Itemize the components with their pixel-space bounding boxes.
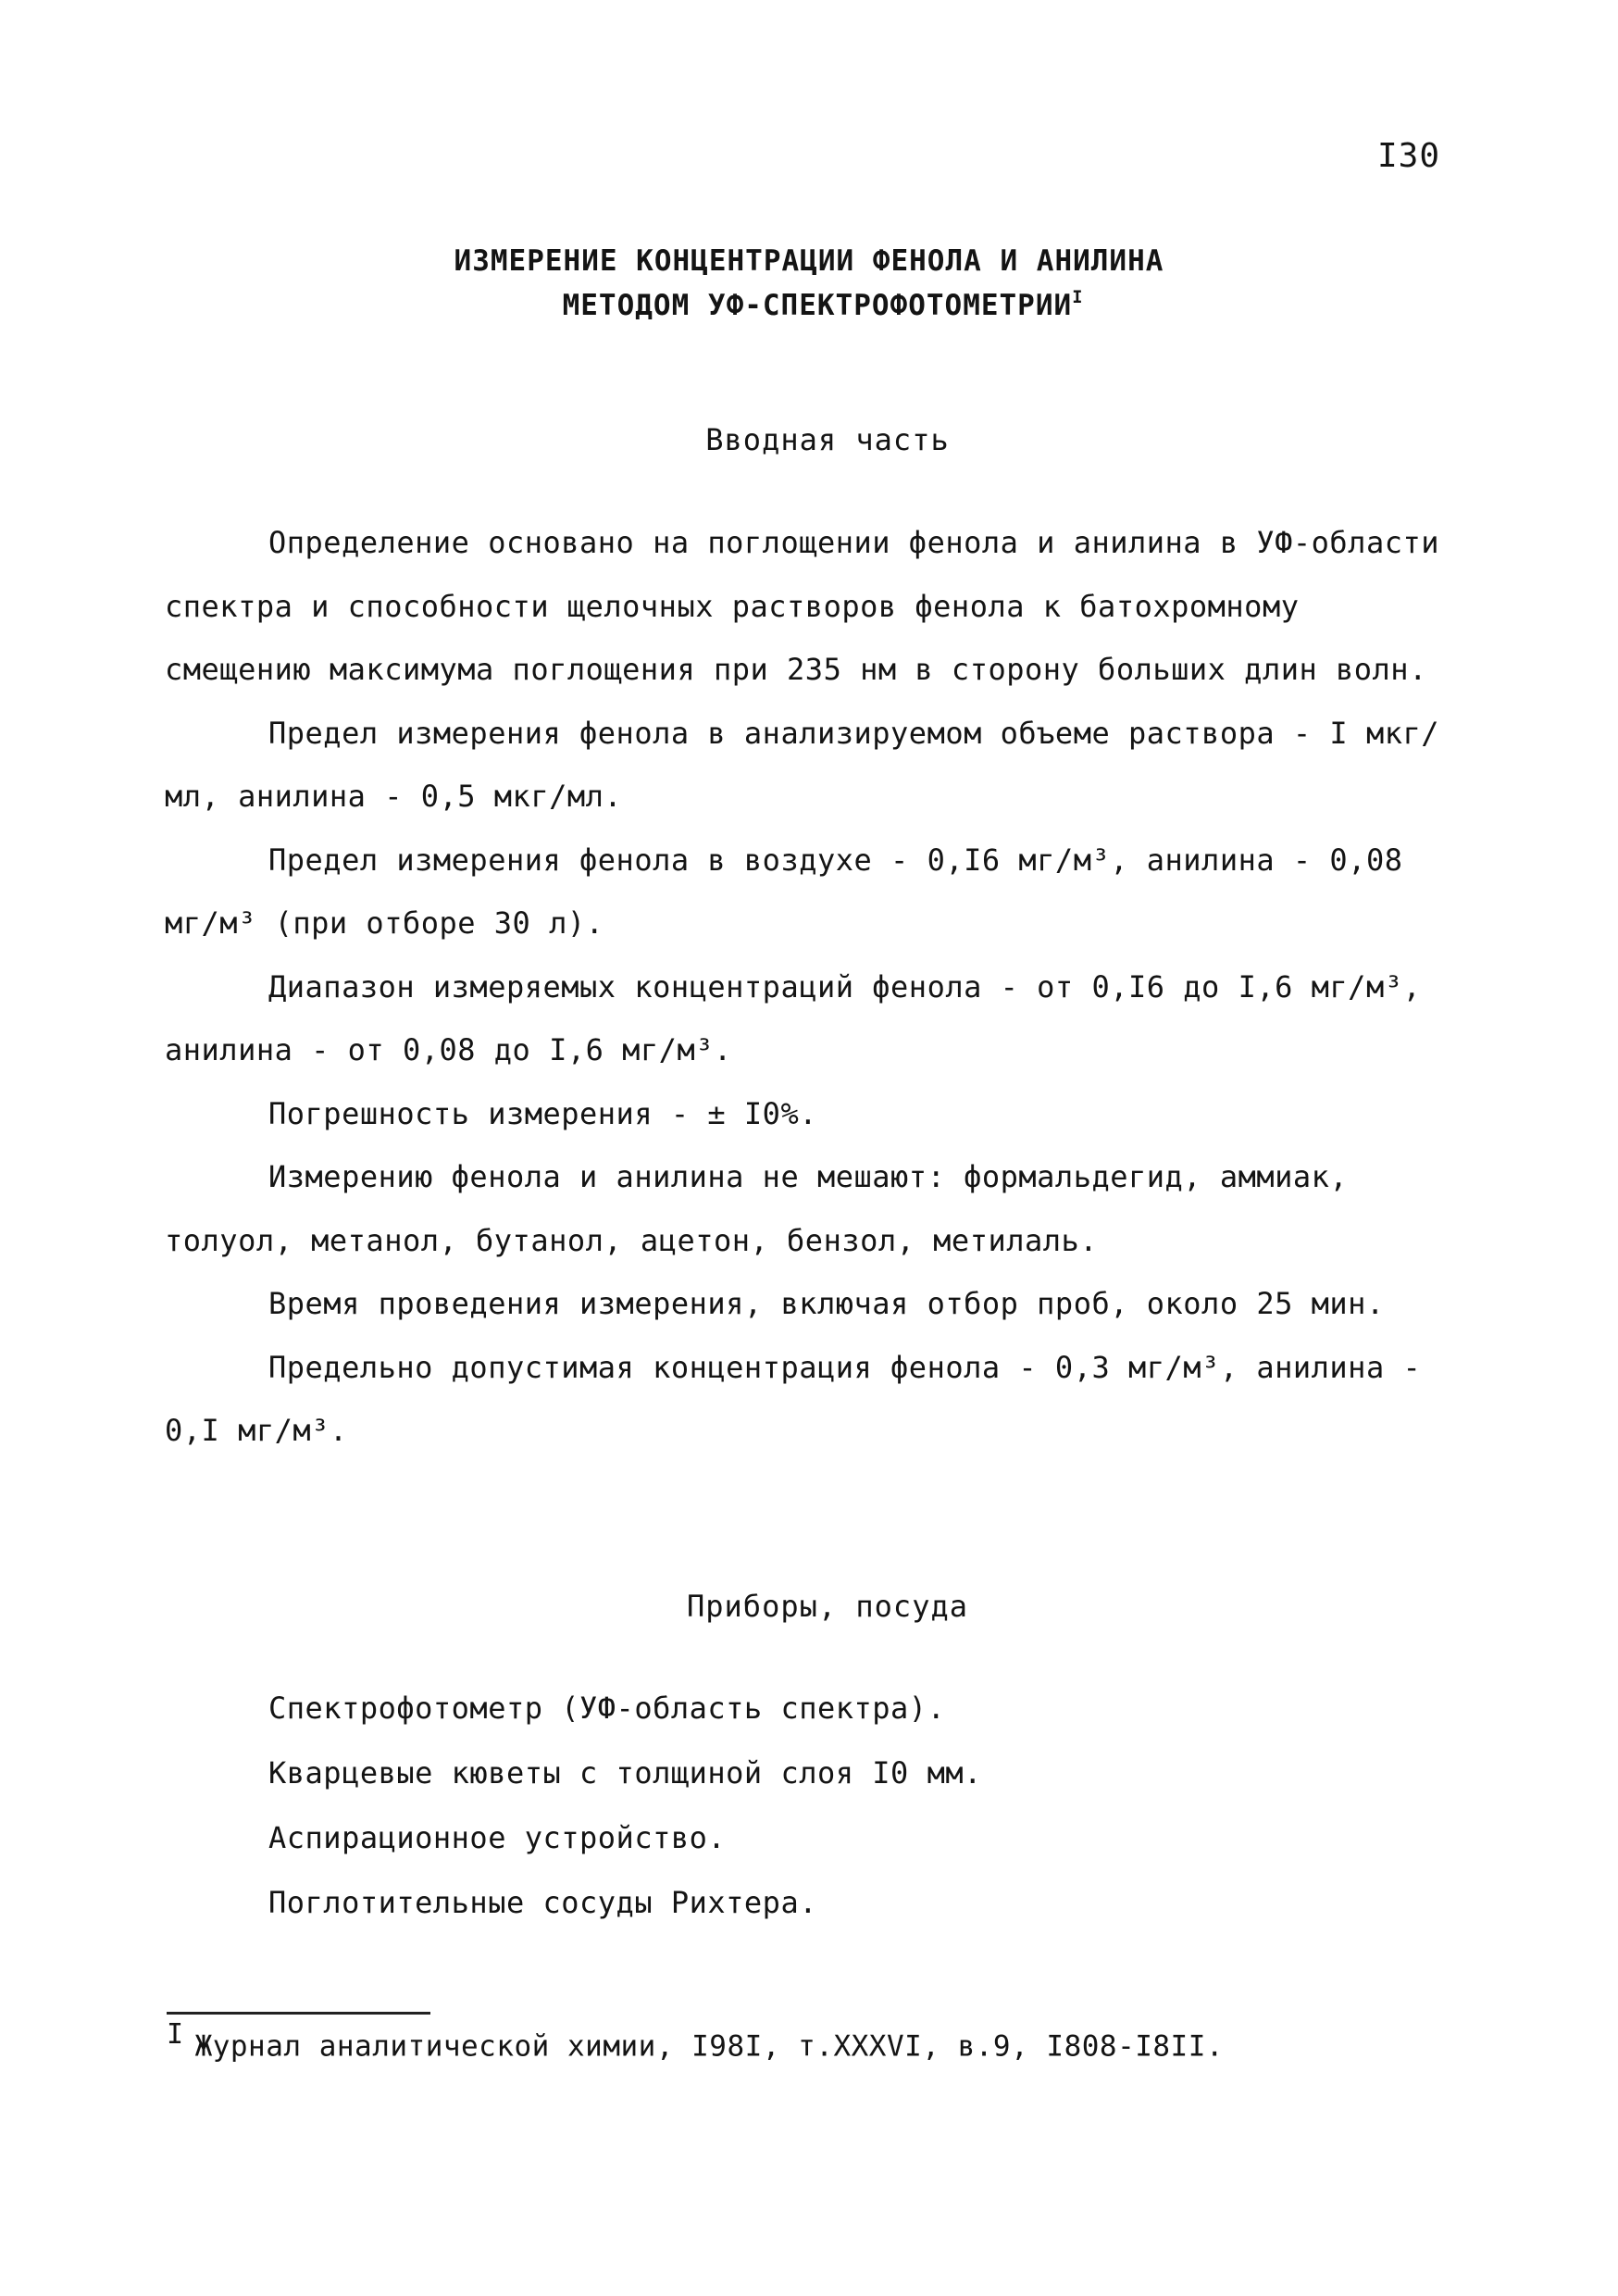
title-footnote-ref: I <box>1072 287 1084 307</box>
intro-body <box>165 511 1461 1463</box>
footnote-mark: I <box>167 2018 184 2051</box>
paragraph-text: Определение основано на поглощении фенола и анилина в УФ-области спектра и способности щелочных растворов фенола к батохромному смещению максимума поглощения при 235 нм в сторону больших длин волн. <box>165 525 1439 687</box>
footnote-text: Журнал аналитической химии, I98I, т.XXXVI, в.9, I808-I8II. <box>194 2029 1225 2064</box>
devices-list <box>268 1676 1379 1935</box>
paragraph <box>165 1336 1461 1463</box>
title-line-2 <box>0 283 1618 328</box>
paragraph <box>165 829 1461 955</box>
document-title <box>0 239 1618 328</box>
title-line-2-text: МЕТОДОМ УФ-СПЕКТРОФОТОМЕТРИИ <box>562 289 1073 322</box>
paragraph <box>165 955 1461 1082</box>
paragraph-text: Измерению фенола и анилина не мешают: формальдегид, аммиак, толуол, метанол, бутанол, ацетон, бензол, метилаль. <box>165 1159 1349 1258</box>
paragraph <box>165 1145 1461 1272</box>
section-heading-devices: Приборы, посуда <box>687 1589 968 1624</box>
paragraph <box>165 1082 1461 1146</box>
title-line-1: ИЗМЕРЕНИЕ КОНЦЕНТРАЦИИ ФЕНОЛА И АНИЛИНА <box>454 244 1164 278</box>
list-item: Аспирационное устройство. <box>268 1820 727 1855</box>
paragraph-text: Погрешность измерения - ± I0%. <box>268 1095 817 1131</box>
list-item: Кварцевые кюветы с толщиной слоя I0 мм. <box>268 1755 982 1791</box>
paragraph <box>165 702 1461 829</box>
list-item: Спектрофотометр (УФ-область спектра). <box>268 1691 946 1726</box>
footnote-divider <box>167 2012 430 2015</box>
paragraph-text: Диапазон измеряемых концентраций фенола - от 0,I6 до I,6 мг/м³, анилина - от 0,08 до I,6 мг/м³. <box>165 968 1422 1067</box>
list-item: Поглотительные сосуды Рихтера. <box>268 1885 817 1920</box>
paragraph-text: Предел измерения фенола в воздухе - 0,I6 мг/м³, анилина - 0,08 мг/м³ (при отборе 30 л). <box>165 842 1403 941</box>
footnote <box>167 2018 1224 2064</box>
section-heading-intro: Вводная часть <box>705 422 950 457</box>
paragraph <box>165 1272 1461 1336</box>
paragraph <box>165 511 1461 702</box>
paragraph-text: Время проведения измерения, включая отбор проб, около 25 мин. <box>268 1286 1385 1321</box>
paragraph-text: Предельно допустимая концентрация фенола - 0,3 мг/м³, анилина - 0,I мг/м³. <box>165 1349 1422 1448</box>
paragraph-text: Предел измерения фенола в анализируемом объеме раствора - I мкг/мл, анилина - 0,5 мкг/мл. <box>165 715 1439 814</box>
page-number: I30 <box>1377 137 1441 175</box>
